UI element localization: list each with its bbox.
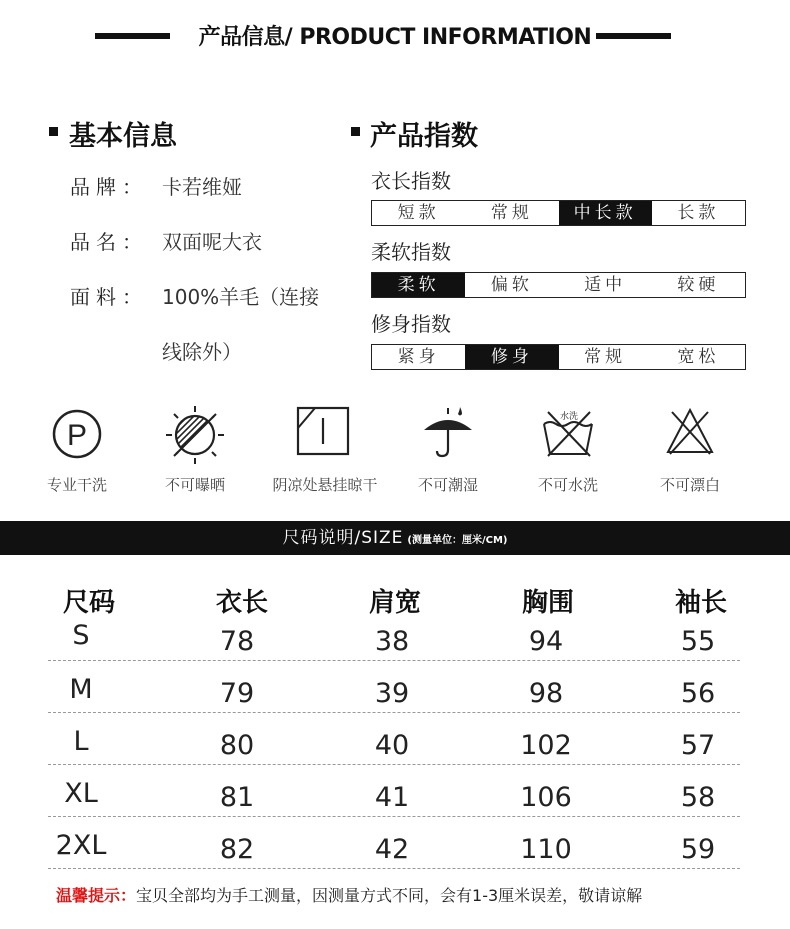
table-cell: 82: [219, 834, 255, 865]
th-sleeve: 袖长: [674, 588, 727, 618]
product-name-value: 双面呢大衣: [162, 230, 262, 254]
material-value-cont: 线除外）: [162, 340, 242, 364]
table-cell: 42: [374, 834, 410, 865]
softness-index-scale: [371, 272, 746, 298]
fit-option: 宽松: [677, 347, 720, 367]
table-cell: 40: [374, 730, 410, 761]
basic-info-heading: 基本信息: [69, 121, 177, 152]
table-cell: 81: [219, 782, 255, 813]
page-title: 产品信息/ PRODUCT INFORMATION: [198, 25, 592, 50]
care-label: 不可曝晒: [164, 476, 225, 494]
softness-index-title: 柔软指数: [371, 240, 451, 264]
length-index-title: 衣长指数: [371, 169, 451, 193]
row-divider: [48, 816, 740, 817]
length-index-scale: [371, 200, 746, 226]
table-cell: 94: [528, 626, 564, 657]
table-cell: 59: [680, 834, 716, 865]
care-label: 不可水洗: [537, 476, 598, 494]
th-chest: 胸围: [521, 588, 574, 618]
brand-value: 卡若维娅: [162, 175, 242, 199]
no-bleach-icon: [640, 402, 740, 458]
size-bar-unit: (测量单位：厘米/CM): [407, 535, 508, 546]
size-bar: [0, 521, 790, 555]
care-label: 阴凉处悬挂晾干: [272, 476, 378, 494]
th-length: 衣长: [215, 588, 268, 618]
fit-option: 紧身: [397, 347, 440, 367]
basic-info-bullet: [49, 127, 58, 136]
tip-label: 温馨提示：: [56, 886, 137, 905]
material-label: 面料：: [70, 285, 148, 309]
table-row-size: M: [69, 674, 93, 705]
length-option: 长款: [677, 203, 720, 223]
fit-index-title: 修身指数: [371, 312, 451, 336]
th-shoulder: 肩宽: [368, 588, 421, 618]
length-option: 常规: [490, 203, 533, 223]
product-name-label: 品名：: [70, 230, 148, 254]
table-cell: 41: [374, 782, 410, 813]
table-cell: 80: [219, 730, 255, 761]
table-cell: 78: [219, 626, 255, 657]
no-wash-icon-text: 水洗: [559, 412, 579, 422]
care-label: 专业干洗: [46, 476, 107, 494]
svg-text:P: P: [66, 419, 88, 452]
row-divider: [48, 712, 740, 713]
no-damp-icon: [398, 402, 498, 462]
dry-clean-p-icon: [27, 402, 127, 462]
fit-option-selected: 修身: [465, 345, 558, 369]
softness-option: 较硬: [677, 275, 720, 295]
table-cell: 110: [520, 834, 572, 865]
care-label: 不可潮湿: [417, 476, 478, 494]
product-index-bullet: [351, 127, 360, 136]
table-cell: 57: [680, 730, 716, 761]
row-divider: [48, 660, 740, 661]
tip-text: 宝贝全部均为手工测量，因测量方式不同，会有1-3厘米误差，敬请谅解: [136, 886, 643, 905]
table-row-size: L: [73, 726, 89, 757]
no-sun-icon: [145, 402, 245, 466]
row-divider: [48, 764, 740, 765]
th-size: 尺码: [62, 588, 115, 618]
table-cell: 38: [374, 626, 410, 657]
table-cell: 79: [219, 678, 255, 709]
care-label: 不可漂白: [659, 476, 720, 494]
table-row-size: XL: [64, 778, 98, 809]
no-wash-icon: [518, 402, 618, 462]
softness-option-selected: 柔软: [372, 273, 465, 297]
length-option-selected: 中长款: [559, 201, 652, 225]
size-bar-title: 尺码说明/SIZE: [282, 528, 404, 548]
table-cell: 56: [680, 678, 716, 709]
table-cell: 55: [680, 626, 716, 657]
table-cell: 102: [520, 730, 572, 761]
table-row-size: 2XL: [55, 830, 107, 861]
fit-index-scale: [371, 344, 746, 370]
table-row-size: S: [72, 620, 90, 651]
length-option: 短款: [397, 203, 440, 223]
fit-option: 常规: [584, 347, 627, 367]
shade-hang-dry-icon: [273, 402, 373, 458]
softness-option: 适中: [584, 275, 627, 295]
row-divider: [48, 868, 740, 869]
table-cell: 98: [528, 678, 564, 709]
softness-option: 偏软: [490, 275, 533, 295]
tip: [56, 883, 642, 906]
table-cell: 58: [680, 782, 716, 813]
brand-label: 品牌：: [70, 175, 148, 199]
table-cell: 39: [374, 678, 410, 709]
table-cell: 106: [520, 782, 572, 813]
product-index-heading: 产品指数: [370, 121, 478, 152]
material-value: 100%羊毛（连接: [162, 285, 320, 309]
